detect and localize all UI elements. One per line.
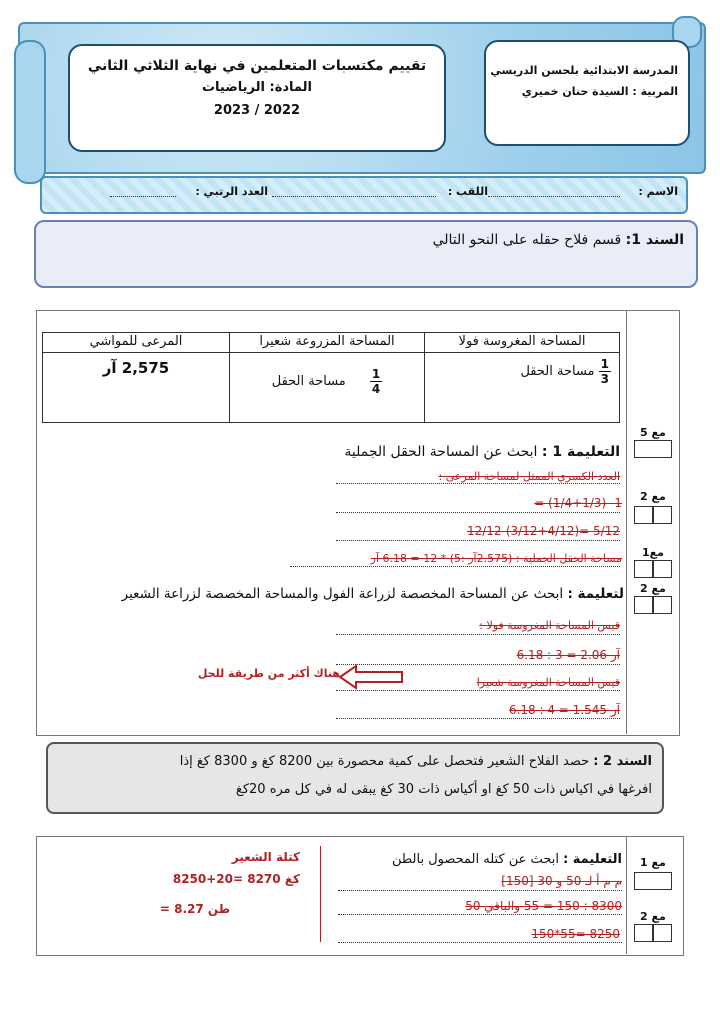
answer-1-text: العدد الكسري الممثل لمساحة المرعى : (438, 470, 620, 483)
criterion-5-box[interactable] (634, 872, 672, 890)
answer-line-8[interactable] (336, 718, 620, 719)
fraction-beans-num: 1 (600, 357, 609, 371)
table-header-pasture: المرعى للمواشي (43, 333, 230, 353)
instruction-2-label: لتعليمة : (567, 586, 624, 602)
instruction-3-row (340, 852, 622, 867)
sanad-2-label: السند 2 : (593, 754, 652, 769)
instruction-2-row (44, 586, 624, 602)
side-answer-line-1: 8250+20= 8270 كغ (172, 872, 300, 886)
rank-number-label: العدد الرتبي : (195, 185, 268, 198)
criterion-1-box[interactable] (634, 440, 672, 458)
table-cell-beans (425, 353, 620, 423)
title-box (68, 44, 446, 152)
sanad-1-box (34, 220, 698, 288)
name-label: الاسم : (638, 185, 678, 198)
answer-line-4[interactable] (290, 566, 620, 567)
sanad-2-line-1 (56, 754, 652, 769)
instruction-1-label: التعليمة 1 : (541, 444, 620, 460)
instruction-3-label: التعليمة : (563, 852, 622, 867)
solution-divider-red (320, 846, 321, 942)
answer-line-1[interactable] (336, 483, 620, 484)
answer-7-text: قيس المساحة المغروسة شعيرا (476, 676, 620, 689)
instruction-2-text: ابحث عن المساحة المخصصة لزراعة الفول والمساحة المخصصة لزراعة الشعير (121, 586, 564, 602)
sanad-2-text-1: حصد الفلاح الشعير فتحصل على كمية محصورة بين 8200 كغ و 8300 كغ إذا (179, 754, 590, 769)
table-cell-pasture (43, 353, 230, 423)
criterion-6-label: مع 2 (640, 910, 666, 923)
answer-line-5[interactable] (336, 634, 620, 635)
table-header-barley: المساحة المزروعة شعيرا (230, 333, 425, 353)
answer-line-11[interactable] (338, 942, 622, 943)
side-answer-line-2: = 8.27 طن (159, 902, 230, 916)
fraction-barley-den: 4 (371, 382, 381, 396)
answer-11-text: 150*55= 8250 (531, 927, 620, 941)
table-cell-barley (230, 353, 425, 423)
surname-label: اللقب : (447, 185, 488, 198)
arrow-left-icon (338, 664, 406, 690)
school-info-box (484, 40, 690, 146)
sanad-1-text: قسم فلاح حقله على النحو التالي (432, 232, 622, 248)
name-field[interactable] (488, 196, 620, 197)
answer-8-text: 6.18 : 4 = 1.545 آر (508, 703, 620, 717)
answer-line-3[interactable] (336, 540, 620, 541)
sanad-2-box (46, 742, 664, 814)
answer-2-text: 1- (1/4+1/3) = (534, 496, 622, 510)
instruction-1-row (300, 444, 620, 460)
cell-beans-text: مساحة الحقل (520, 364, 595, 379)
answer-line-10[interactable] (338, 914, 622, 915)
field-division-table (42, 332, 620, 423)
answer-3-text: 12/12-(3/12+4/12)= 5/12 (466, 524, 620, 538)
solution-note: هناك أكثر من طريقة للحل (197, 667, 340, 680)
criterion-4-box-split (652, 596, 654, 614)
criteria-column-divider-2 (626, 836, 627, 954)
answer-6-text: 6.18 : 3 = 2.06 آر (516, 648, 620, 662)
criteria-column-divider-1 (626, 310, 627, 734)
answer-5-text: قيس المساحة المغروسة فولا : (479, 619, 620, 632)
sanad-1-label: السند 1: (625, 232, 684, 248)
answer-9-text: م م أ لـ 50 و 30 [150] (501, 874, 622, 888)
answer-line-9[interactable] (338, 890, 622, 891)
school-year: 2023 / 2022 (213, 103, 301, 118)
criterion-1-label: مع 5 (640, 426, 666, 439)
scroll-roll-left (14, 40, 46, 184)
sanad-1-text-row (60, 232, 684, 248)
pasture-area: 2,575 آر (102, 359, 170, 377)
teacher-name: المربية : السيدة حنان خميري (521, 85, 678, 98)
instruction-1-text: ابحث عن المساحة الحقل الجملية (344, 444, 538, 460)
answer-line-7[interactable] (336, 690, 620, 691)
side-answer-title: كتلة الشعير (231, 850, 300, 864)
instruction-3-text: ابحث عن كتله المحصول بالطن (391, 852, 559, 867)
criterion-2-box-split (652, 506, 654, 524)
sanad-2-text-2: افرغها في اكياس ذات 50 كغ او أكياس ذات 30 كغ يبقى له في كل مره 20كغ (235, 782, 652, 797)
answer-10-text: 8300 : 150 = 55 والباقي 50 (465, 899, 622, 913)
criterion-6-box-split (652, 924, 654, 942)
answer-4-text: مساحة الحقل الجملية : (2.575آر :5) * 12 = 6.18 آر (370, 552, 622, 565)
criterion-3-label: مع1 (642, 546, 664, 559)
criterion-4-label: مع 2 (640, 582, 666, 595)
criterion-3-box-split (652, 560, 654, 578)
school-name: المدرسة الابتدائية بلحسن الدريسي (490, 64, 678, 77)
fraction-beans-den: 3 (600, 372, 609, 386)
exam-title: تقييم مكتسبات المتعلمين في نهاية الثلاثي الثاني (87, 58, 427, 74)
criterion-5-label: مع 1 (640, 856, 666, 869)
subject: المادة: الرياضيات (201, 80, 312, 95)
cell-barley-text: مساحة الحقل (271, 374, 346, 389)
fraction-barley-num: 1 (371, 367, 381, 381)
rank-number-field[interactable] (110, 196, 176, 197)
student-info-bar (40, 176, 688, 214)
surname-field[interactable] (272, 196, 436, 197)
table-header-beans: المساحة المغروسة فولا (425, 333, 620, 353)
answer-line-2[interactable] (336, 512, 620, 513)
criterion-2-label: مع 2 (640, 490, 666, 503)
